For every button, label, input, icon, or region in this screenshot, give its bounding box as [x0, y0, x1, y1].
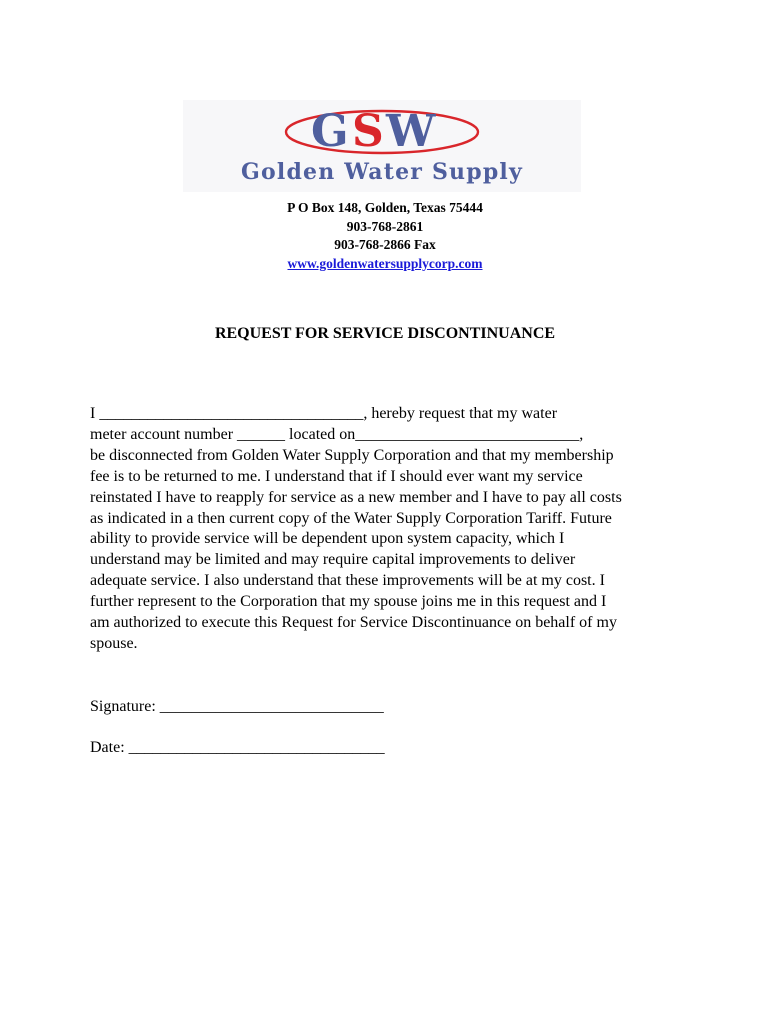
- body-line: I _________________________________, hereby request that my water: [90, 405, 558, 422]
- postal-address: P O Box 148, Golden, Texas 75444: [287, 200, 483, 215]
- signature-line[interactable]: Signature: ____________________________: [90, 698, 384, 715]
- body-line: understand may be limited and may require capital improvements to deliver: [90, 551, 576, 569]
- company-logo: [183, 100, 581, 192]
- body-line: reinstated I have to reapply for service as a new member and I have to pay all costs: [90, 488, 622, 506]
- fax-number: 903-768-2866 Fax: [334, 237, 436, 252]
- date-line[interactable]: Date: ________________________________: [90, 739, 385, 756]
- document-title: REQUEST FOR SERVICE DISCONTINUANCE: [214, 325, 556, 342]
- body-line: be disconnected from Golden Water Supply Corporation and that my membership: [90, 446, 614, 464]
- logo-company-name: Golden Water Supply: [241, 159, 523, 185]
- logo-letter-s: S: [352, 106, 384, 157]
- body-line: spouse.: [90, 634, 138, 652]
- body-line: am authorized to execute this Request for Service Discontinuance on behalf of my: [90, 614, 617, 632]
- body-line: ability to provide service will be dependent upon system capacity, which I: [90, 530, 565, 548]
- body-line: further represent to the Corporation that my spouse joins me in this request and I: [90, 593, 607, 611]
- logo-letter-w: W: [386, 106, 436, 157]
- body-line: meter account number ______ located on____________________________,: [90, 425, 584, 443]
- website-link[interactable]: www.goldenwatersupplycorp.com: [287, 255, 483, 271]
- logo-letter-g: G: [311, 106, 349, 157]
- body-line: fee is to be returned to me. I understand that if I should ever want my service: [90, 467, 583, 485]
- request-statement: [90, 404, 690, 655]
- body-line: adequate service. I also understand that these improvements will be at my cost. I: [90, 572, 605, 590]
- phone-number: 903-768-2861: [346, 218, 424, 234]
- body-line: as indicated in a then current copy of the Water Supply Corporation Tariff. Future: [90, 509, 612, 527]
- contact-block: [0, 199, 770, 273]
